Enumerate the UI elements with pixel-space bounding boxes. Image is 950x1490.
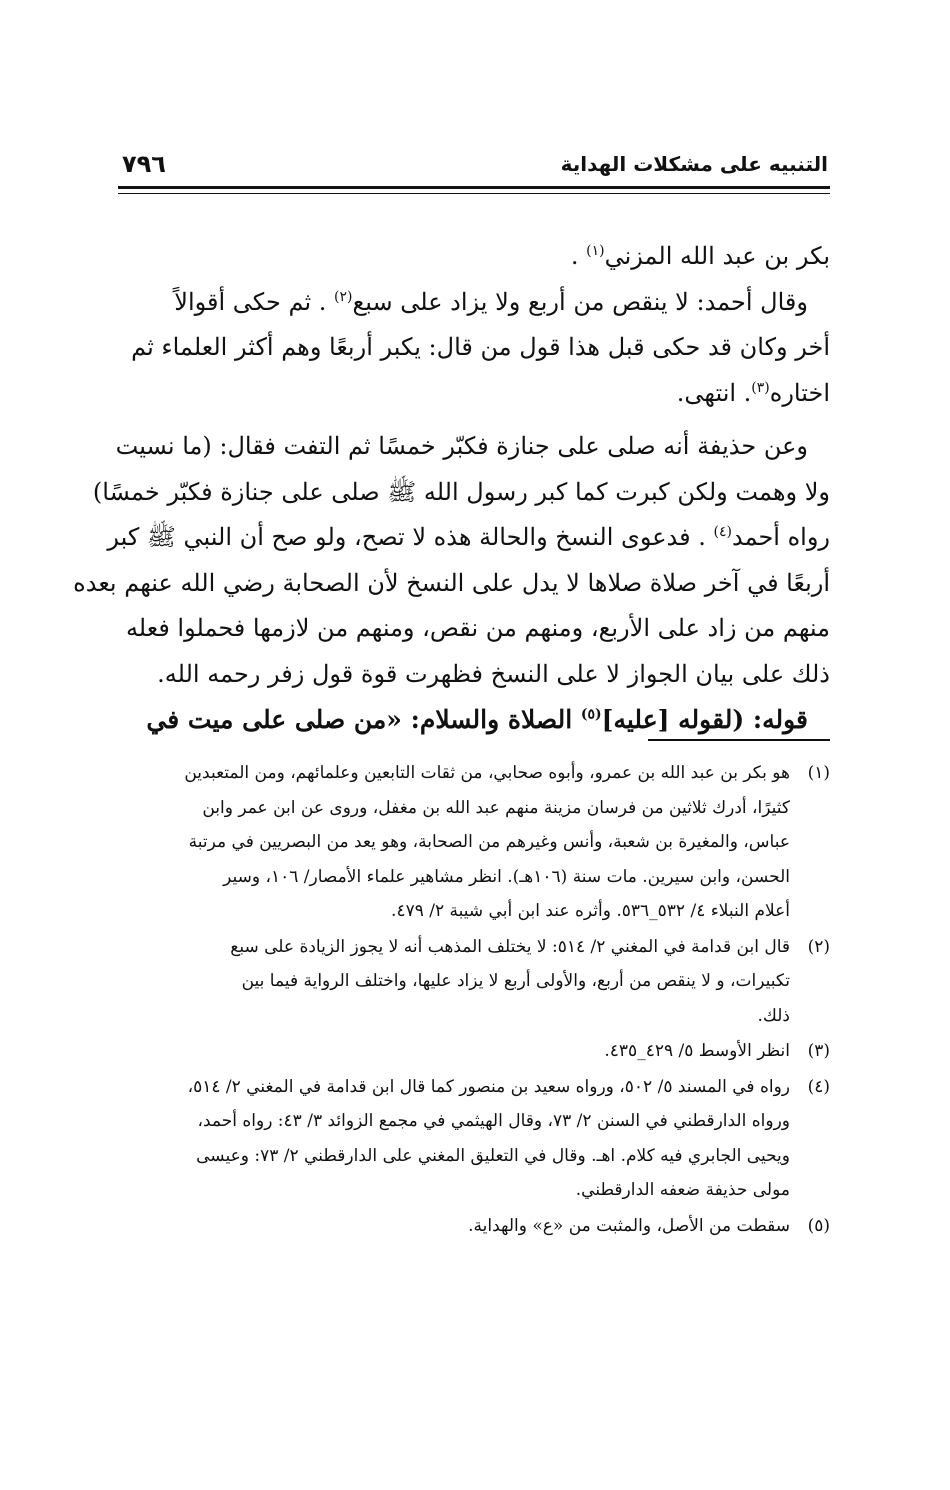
footnote-line: قال ابن قدامة في المغني ٢/ ٥١٤: لا يختلف المذهب أنه لا يجوز الزيادة على سبع xyxy=(230,936,790,957)
text-line: وعن حذيفة أنه صلى على جنازة فكبّر خمسًا ثم التفت فقال: (ما نسيت xyxy=(115,432,808,460)
footnote-ref-4[interactable]: (٤) xyxy=(713,524,732,540)
text-line: منهم من زاد على الأربع، ومنهم من نقص، ومنهم من لازمها فحملوا فعله xyxy=(125,614,830,642)
footnote-1 xyxy=(118,756,830,929)
footnote-line: ويحيى الجابري فيه كلام. اهـ. وقال في التعليق المغني على الدارقطني ٢/ ٧٣: وعيسى xyxy=(196,1145,790,1166)
footnote-line: تكبيرات، و لا ينقص من أربع، والأولى أربع لا يزاد عليها، واختلف الرواية فيما بين xyxy=(241,971,790,991)
paragraph-1 xyxy=(118,234,830,280)
running-title: التنبيه على مشكلات الهداية xyxy=(560,152,828,176)
paragraph-4-heading xyxy=(118,697,830,743)
text-line: اختاره$^{(٣)}$. انتهى. xyxy=(676,378,830,407)
text-line: رواه أحمد$^{(٤)}$ . فدعوى النسخ والحالة هذه لا تصح، ولو صح أن النبي ﷺ كبر xyxy=(107,523,830,551)
footnote-ref-5[interactable]: (٥) xyxy=(580,706,602,723)
footnote-number: (٤) xyxy=(807,1076,830,1097)
footnote-ref-3[interactable]: (٣) xyxy=(751,379,770,396)
footnote-line: انظر الأوسط ٥/ ٤٢٩_٤٣٥. xyxy=(604,1041,790,1061)
text-line: أربعًا في آخر صلاة صلاها لا يدل على النسخ لأن الصحابة رضي الله عنهم بعده xyxy=(73,568,830,597)
footnote-line: ورواه الدارقطني في السنن ٢/ ٧٣، وقال الهيثمي في مجمع الزوائد ٣/ ٤٣: رواه أحمد، xyxy=(197,1111,790,1131)
footnote-number: (٥) xyxy=(807,1215,830,1236)
footnote-ref-1[interactable]: (١) xyxy=(586,243,605,259)
footnotes xyxy=(118,756,830,1244)
footnote-line: عباس، والمغيرة بن شعبة، وأنس وغيرهم من الصحابة، وهو يعد من البصريين في مرتبة xyxy=(188,832,790,852)
footnote-line: أعلام النبلاء ٤/ ٥٣٢_٥٣٦. وأثره عند ابن أبي شيبة ٢/ ٤٧٩. xyxy=(391,901,790,921)
book-page xyxy=(73,0,830,1490)
paragraph-gap xyxy=(118,416,830,424)
footnote-number: (١) xyxy=(807,763,830,783)
text-line: ولا وهمت ولكن كبرت كما كبر رسول الله ﷺ صلى على جنازة فكبّر خمسًا) xyxy=(92,477,830,506)
footnote-line: كثيرًا، أدرك ثلاثين من فرسان مزينة منهم عبد الله بن مغفل، وروى عن ابن عمر وابن xyxy=(202,797,790,818)
page-header xyxy=(118,150,830,190)
paragraph-3 xyxy=(73,424,830,697)
footnote-2 xyxy=(118,930,830,1034)
text-line: قوله: (لقوله [عليه]$^{(٥)}$ الصلاة والسلام: «من صلى على ميت في xyxy=(146,705,808,734)
text-line: وقال أحمد: لا ينقص من أربع ولا يزاد على سبع$^{(٢)}$ . ثم حكى أقوالاً xyxy=(174,287,808,316)
footnote-line: سقطت من الأصل، والمثبت من «ع» والهداية. xyxy=(468,1215,790,1236)
header-rule-thick xyxy=(118,186,830,189)
text-line: أخر وكان قد حكى قبل هذا قول من قال: يكبر أربعًا وهم أكثر العلماء ثم xyxy=(131,333,830,361)
footnote-line: الحسن، وابن سيرين. مات سنة (١٠٦هـ). انظر مشاهير علماء الأمصار/ ١٠٦، وسير xyxy=(223,866,790,887)
text-line: ذلك على بيان الجواز لا على النسخ فظهرت قوة قول زفر رحمه الله. xyxy=(157,659,830,688)
footnote-separator xyxy=(648,739,830,741)
main-text xyxy=(73,234,830,743)
footnote-4 xyxy=(118,1070,830,1208)
footnote-3 xyxy=(118,1034,830,1069)
text-line: بكر بن عبد الله المزني$^{(١)}$ . xyxy=(570,242,830,270)
header-rule-thin xyxy=(118,193,830,194)
footnote-5 xyxy=(118,1209,830,1244)
footnote-line: رواه في المسند ٥/ ٥٠٢، ورواه سعيد بن منصور كما قال ابن قدامة في المغني ٢/ ٥١٤، xyxy=(187,1076,790,1097)
footnote-number: (٢) xyxy=(807,936,830,957)
paragraph-2 xyxy=(118,280,830,417)
footnote-line: هو بكر بن عبد الله بن عمرو، وأبوه صحابي، من ثقات التابعين وعلمائهم، ومن المتعبدين xyxy=(184,763,790,783)
footnote-ref-2[interactable]: (٢) xyxy=(334,288,353,305)
footnote-line: ذلك. xyxy=(757,1005,790,1026)
footnote-line: مولى حذيفة ضعفه الدارقطني. xyxy=(575,1180,790,1200)
page-number: ٧٩٦ xyxy=(122,150,166,178)
footnote-number: (٣) xyxy=(807,1041,830,1061)
